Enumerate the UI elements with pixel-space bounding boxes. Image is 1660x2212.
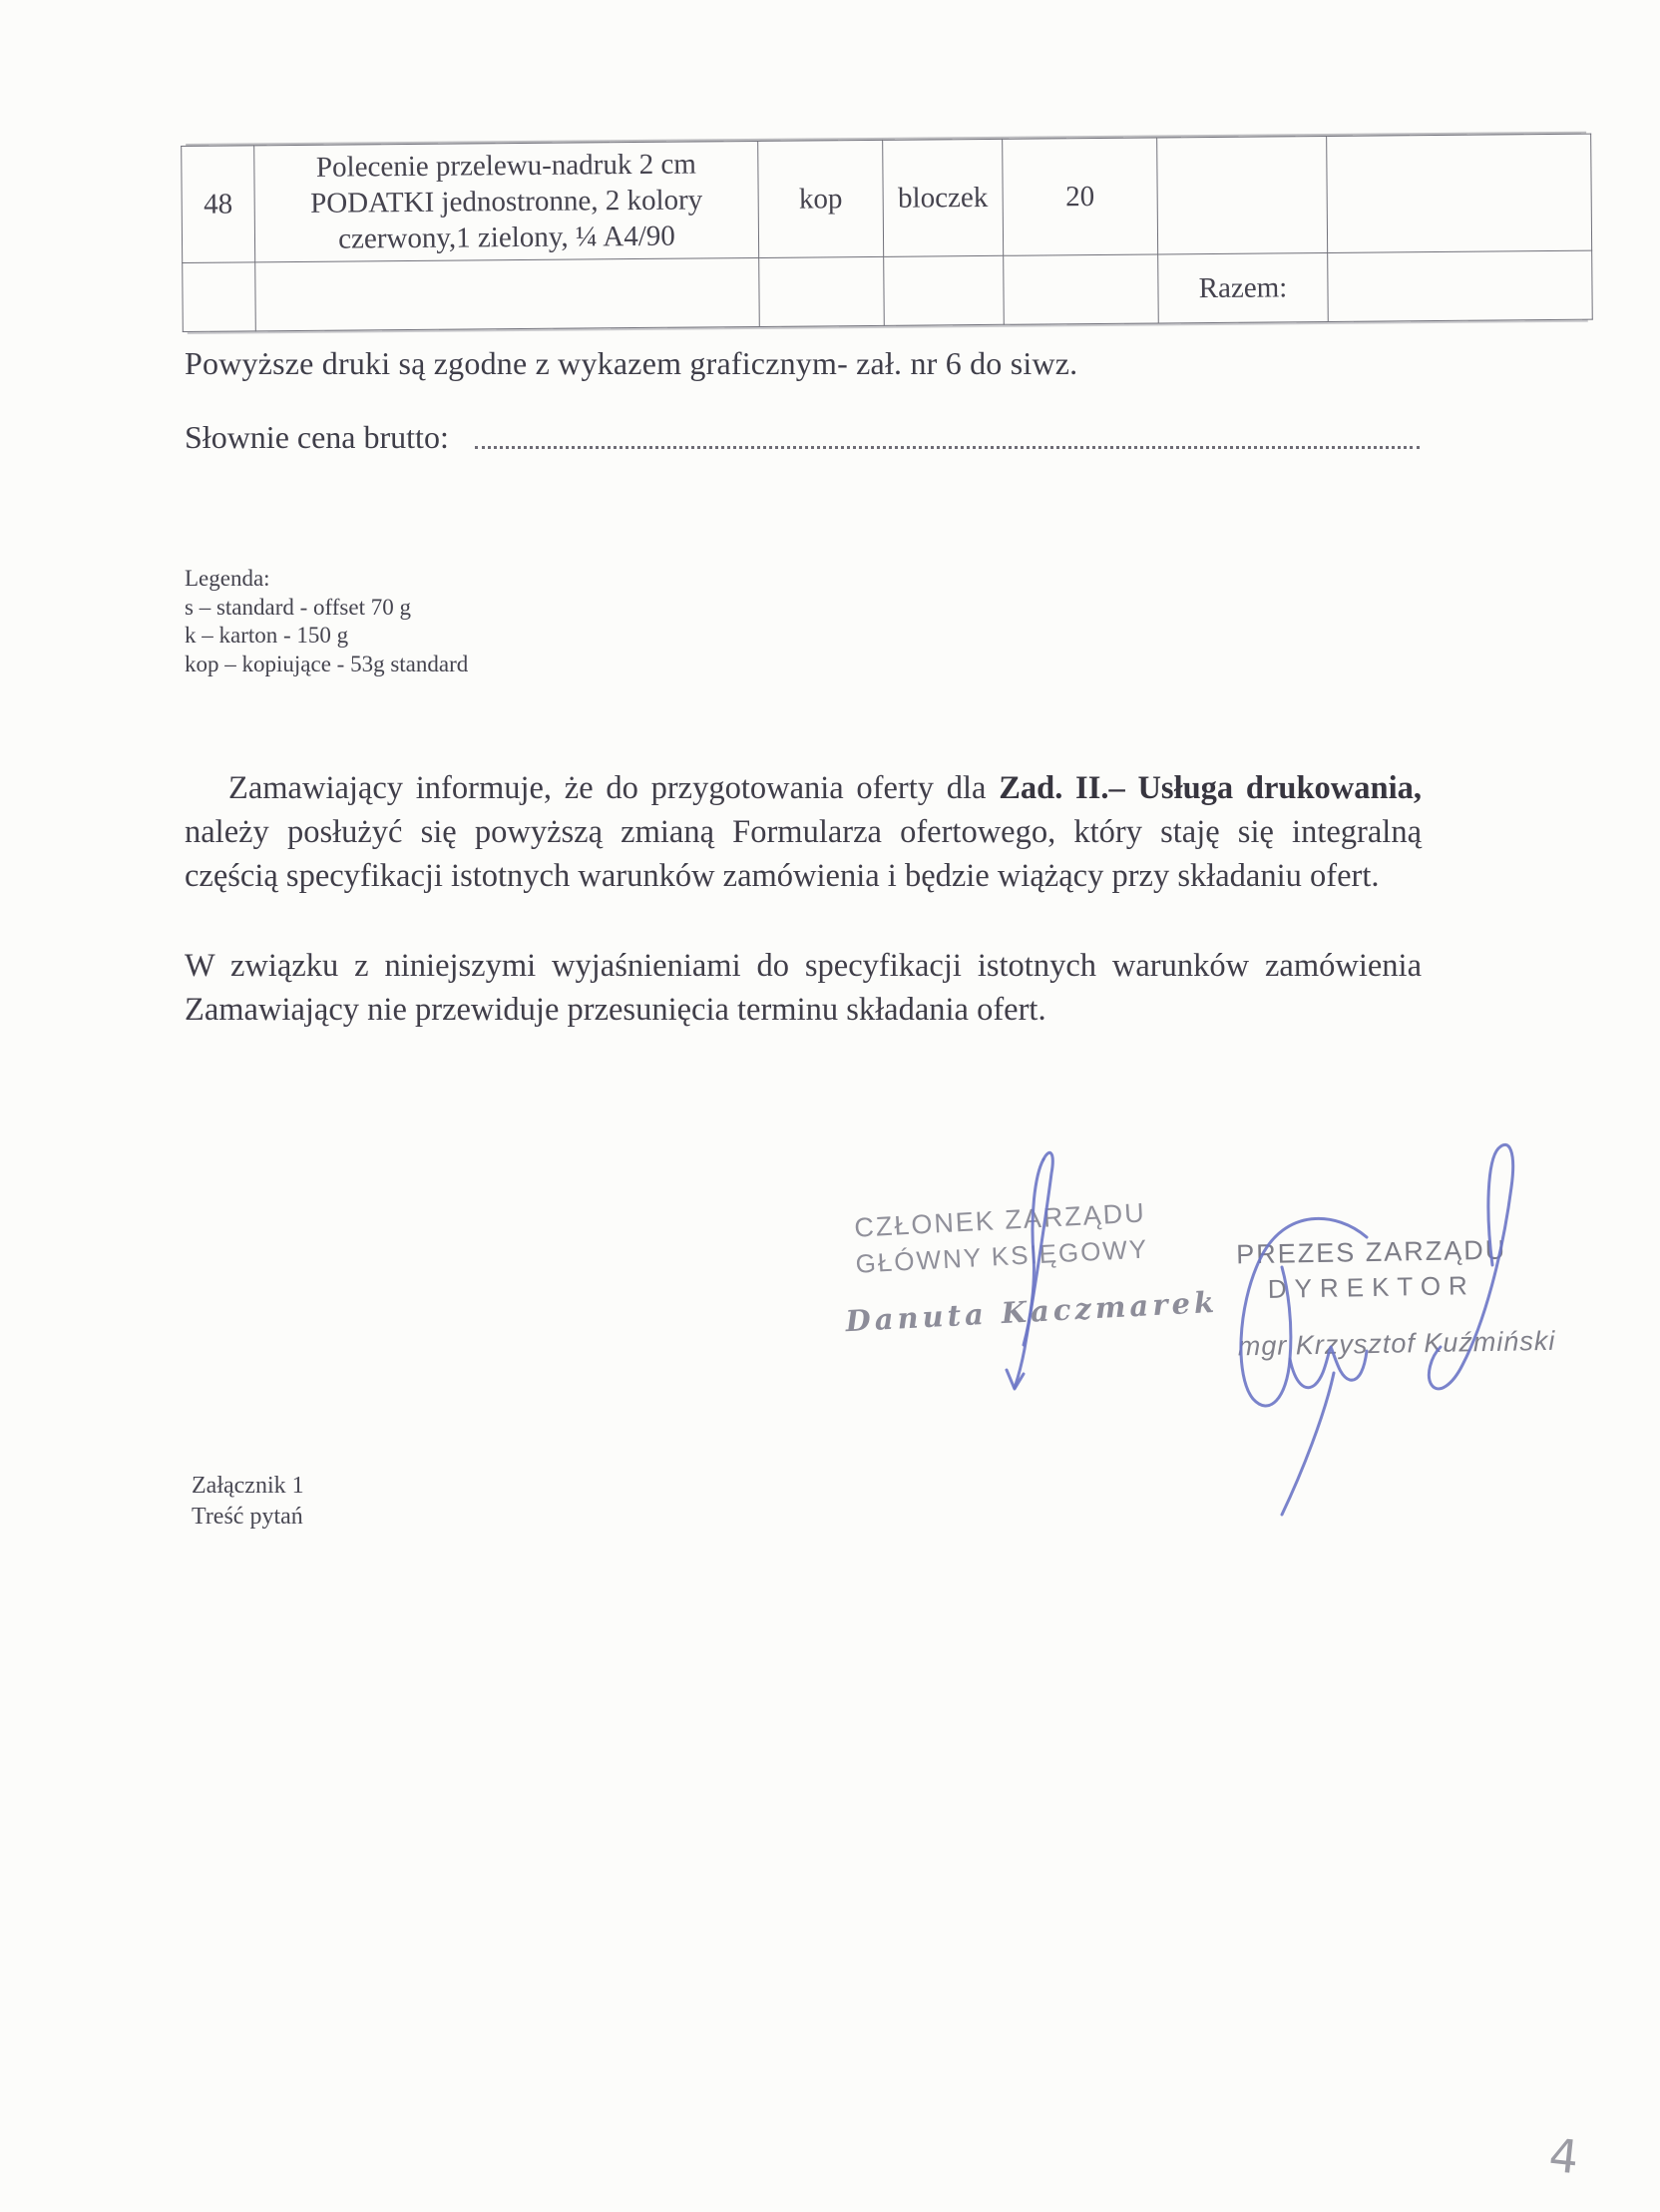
dotted-leader — [475, 446, 1420, 449]
paragraph-offer-info-post: należy posłużyć się powyższą zmianą Formularza ofertowego, który staję się integralną częścią specyfikacji istotnych warunków zamówienia i będzie wiążący przy składaniu ofert. — [185, 814, 1422, 894]
legend-item-kop: kop – kopiujące - 53g standard — [185, 651, 469, 676]
empty-cell — [183, 262, 256, 332]
price-in-words-label: Słownie cena brutto: — [185, 419, 449, 455]
empty-cell — [884, 255, 1005, 325]
stamp-title-line1: CZŁONEK ZARZĄDU — [853, 1197, 1147, 1243]
stamp-title-line1: PREZES ZARZĄDU — [1235, 1234, 1507, 1270]
attachment-line2: Treść pytań — [192, 1504, 303, 1530]
paper-type-cell: kop — [758, 140, 884, 257]
stamp-name: Danuta Kaczmarek — [844, 1284, 1219, 1339]
attachment-line1: Załącznik 1 — [192, 1473, 304, 1499]
page-number: 4 — [1546, 2127, 1582, 2185]
table-row-total — [183, 250, 1593, 331]
attachment-note — [192, 1471, 304, 1533]
legend-item-k: k – karton - 150 g — [185, 623, 349, 648]
paragraph-offer-info — [185, 766, 1422, 898]
total-label-cell: Razem: — [1158, 252, 1329, 322]
empty-cell — [255, 257, 760, 330]
legend-item-s: s – standard - offset 70 g — [185, 594, 411, 620]
stamp-title-line2: DYREKTOR — [1267, 1270, 1476, 1304]
unit-cell: bloczek — [883, 139, 1004, 256]
unit-price-cell — [1157, 136, 1328, 253]
stamp-name: mgr Krzysztof Kuźmiński — [1237, 1325, 1556, 1362]
empty-cell — [759, 256, 885, 326]
board-member-stamp — [840, 1197, 1219, 1339]
paragraph-offer-info-pre: Zamawiający informuje, że do przygotowania oferty dla — [228, 770, 1000, 806]
legend — [185, 565, 468, 678]
item-description-cell: Polecenie przelewu-nadruk 2 cm PODATKI jednostronne, 2 kolory czerwony,1 zielony, ¼ A4/90 — [254, 141, 759, 261]
quantity-cell: 20 — [1003, 138, 1158, 255]
value-cell — [1327, 134, 1592, 252]
legend-title: Legenda: — [185, 566, 270, 591]
paragraph-deadline-info: W związku z niniejszymi wyjaśnieniami do specyfikacji istotnych warunków zamówienia Zamawiający nie przewiduje przesunięcia terminu składania ofert. — [185, 948, 1422, 1028]
item-no-cell: 48 — [182, 146, 255, 263]
stamp-title-line2: GŁÓWNY KSIĘGOWY — [854, 1233, 1149, 1279]
conformity-note: Powyższe druki są zgodne z wykazem graficznym- zał. nr 6 do siwz. — [185, 345, 1078, 381]
table-row-item-48 — [182, 134, 1592, 262]
price-table — [181, 134, 1593, 332]
price-in-words-line — [185, 419, 1420, 456]
empty-cell — [1004, 254, 1159, 324]
total-value-cell — [1328, 250, 1593, 321]
task-title-bold: Zad. II.– Usługa drukowania, — [999, 770, 1423, 806]
president-stamp — [1235, 1234, 1556, 1363]
